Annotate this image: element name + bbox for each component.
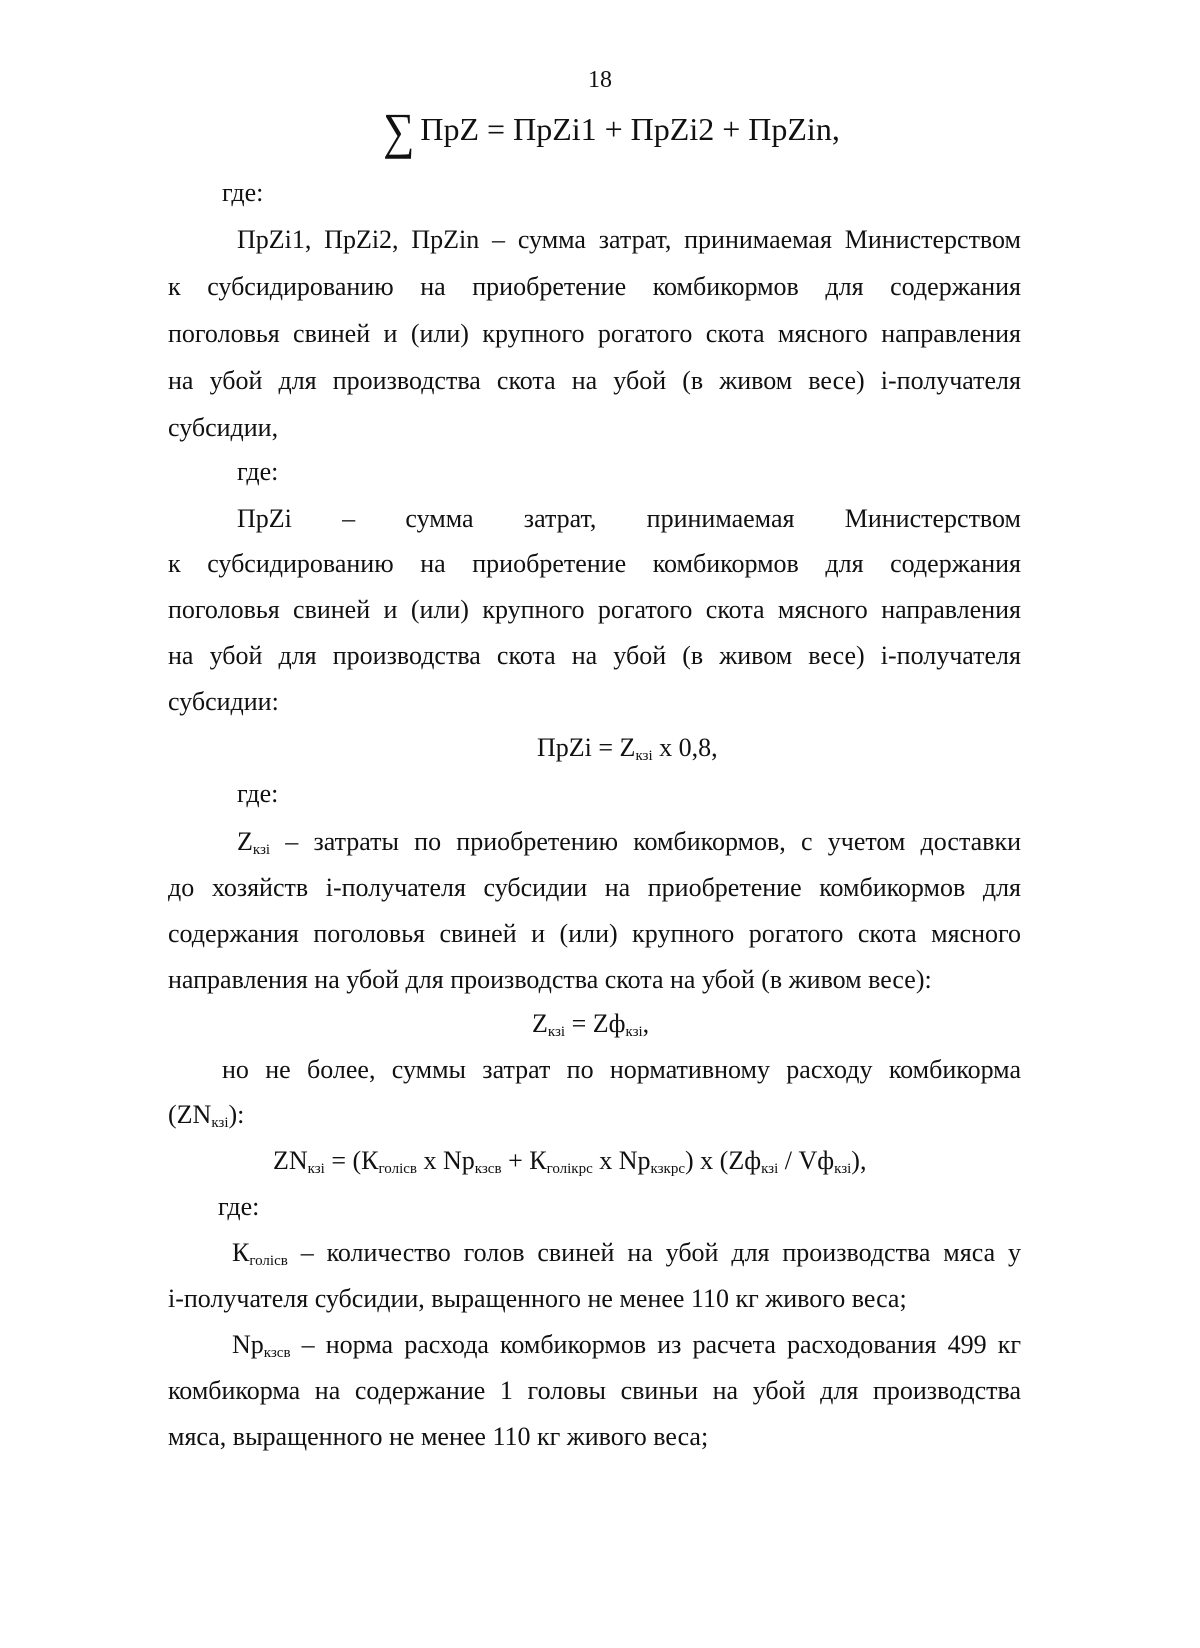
paragraph-1-line: субсидии, [168,413,279,442]
formula-text: = Zф [565,1009,626,1038]
formula-text: ), [851,1146,867,1175]
formula-text: ): [228,1100,245,1129]
paragraph-6-line: мяса, выращенного не менее 110 кг живого веса; [168,1422,709,1451]
formula-subscript: кзі [211,1115,229,1131]
where-label-3: где: [237,779,279,808]
definition-text: – количество голов свиней на убой для производства мяса у [287,1238,1021,1267]
formula-text: ZN [273,1146,308,1175]
term-subscript: кзі [252,842,271,858]
paragraph-1-line: на убой для производства скота на убой (в живом весе) i-получателя [168,366,1021,395]
where-label-1: где: [222,178,264,207]
term-text: Z [237,827,253,856]
term-text: Np [232,1330,264,1359]
formula-subscript: кзі [547,1024,566,1040]
paragraph-2-line: субсидии: [168,687,279,716]
where-label-4: где: [218,1192,260,1221]
formula-text: / Vф [778,1146,835,1175]
formula-text: (ZN [168,1100,212,1129]
definition-text: – норма расхода комбикормов из расчета расходования 499 кг [290,1330,1021,1359]
formula-subscript: кзі [761,1161,779,1177]
formula-subscript: кзі [625,1024,643,1040]
paragraph-2-line: на убой для производства скота на убой (в живом весе) i-получателя [168,641,1021,670]
formula-text: x 0,8, [652,733,718,762]
definition-text: – затраты по приобретению комбикормов, с учетом доставки [270,827,1021,856]
formula-text: ) x (Zф [685,1146,762,1175]
paragraph-1-line: поголовья свиней и (или) крупного рогатого скота мясного направления [168,319,1021,348]
formula-subscript: кзі [635,748,653,764]
term-subscript: голісв [249,1253,288,1269]
paragraph-2-line: к субсидированию на приобретение комбикормов для содержания [168,549,1021,578]
formula-subscript: кзі [307,1161,325,1177]
formula-przi [537,723,837,781]
formula-text: ПрZi = Z [537,733,636,762]
formula-text: , [642,1009,650,1038]
sigma-symbol: ∑ [383,103,415,160]
where-label-2: где: [237,457,279,486]
paragraph-3-line: содержания поголовья свиней и (или) крупного рогатого скота мясного [168,919,1021,948]
formula-subscript: кзкрс [650,1161,686,1177]
formula-text: = (К [324,1146,379,1175]
formula-text: + К [501,1146,547,1175]
formula-text: x Np [417,1146,475,1175]
paragraph-6-line: комбикорма на содержание 1 головы свиньи на убой для производства [168,1376,1021,1405]
paragraph-1-line: к субсидированию на приобретение комбикормов для содержания [168,272,1021,301]
paragraph-1-line: ПрZi1, ПрZi2, ПрZin – сумма затрат, принимаемая Министерством [237,225,1021,254]
formula-text: x Np [592,1146,651,1175]
formula-subscript: кзі [834,1161,852,1177]
paragraph-5-line: і-получателя субсидии, выращенного не менее 110 кг живого веса; [168,1284,907,1313]
paragraph-3-line: до хозяйств і-получателя субсидии на приобретение комбикормов для [168,873,1021,902]
paragraph-2-line: поголовья свиней и (или) крупного рогатого скота мясного направления [168,595,1021,624]
paragraph-4-line: но не более, суммы затрат по нормативному расходу комбикорма [222,1055,1021,1084]
formula-subscript: голікрс [546,1161,593,1177]
page-number: 18 [588,67,612,93]
formula-sum-text: ПрZ = ПрZi1 + ПрZi2 + ПрZin, [420,111,840,147]
formula-subscript: голісв [378,1161,418,1177]
term-text: К [232,1238,250,1267]
paragraph-2-line: ПрZi – сумма затрат, принимаемая Министерством [237,504,1021,533]
formula-sum [383,103,983,160]
formula-subscript: кзсв [474,1161,502,1177]
formula-text: Z [532,1009,548,1038]
paragraph-3-line: направления на убой для производства скота на убой (в живом весе): [168,965,932,994]
term-subscript: кзсв [263,1345,291,1361]
